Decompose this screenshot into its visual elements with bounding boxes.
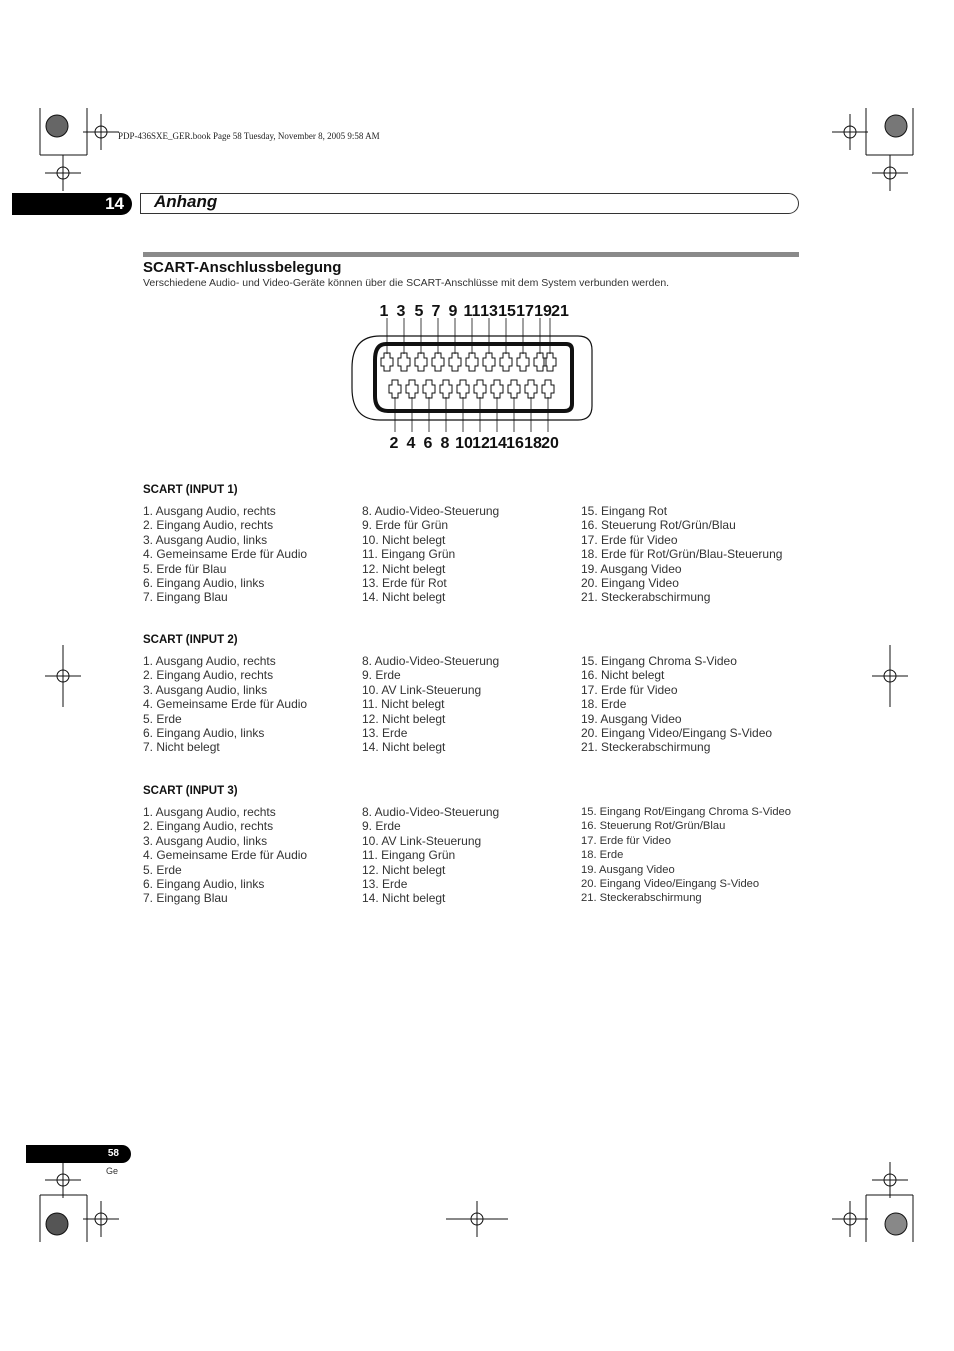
scart-pin	[423, 380, 435, 398]
section-rule	[143, 252, 799, 257]
scart-pin-row: 18. Erde	[581, 849, 624, 862]
pin-label-bottom: 20	[541, 435, 559, 452]
scart-pin	[398, 353, 410, 371]
pin-label-top: 13	[480, 303, 498, 320]
scart-pin-row: 21. Steckerabschirmung	[581, 590, 711, 605]
scart-pin-row: 7. Eingang Blau	[143, 590, 228, 605]
scart-pin-row: 4. Gemeinsame Erde für Audio	[143, 697, 308, 712]
scart-pin	[381, 353, 393, 371]
scart-pin-row: 16. Steuerung Rot/Grün/Blau	[581, 518, 736, 533]
scart-pin-row: 10. Nicht belegt	[362, 532, 446, 547]
scart-pin-row: 10. AV Link-Steuerung	[362, 833, 482, 848]
scart-pin-row: 4. Gemeinsame Erde für Audio	[143, 848, 308, 863]
scart-pin-row: 20. Eingang Video	[581, 575, 679, 590]
pin-label-top: 1	[379, 303, 389, 320]
pin-label-top: 9	[448, 303, 458, 320]
scart-pin-row: 18. Erde	[581, 697, 627, 712]
scart-pin-row: 2. Eingang Audio, rechts	[143, 819, 274, 834]
scart-pin-row: 8. Audio-Video-Steuerung	[362, 654, 500, 668]
scart-pin-row: 21. Steckerabschirmung	[581, 892, 702, 905]
scart-pin	[542, 380, 554, 398]
section-intro: Verschiedene Audio- und Video-Geräte können über die SCART-Anschlüsse mit dem System verbunden werden.	[143, 277, 670, 289]
scart-pin-column	[581, 504, 782, 605]
scart-pin-row: 1. Ausgang Audio, rechts	[143, 504, 276, 518]
scart-table-title: SCART (INPUT 1)	[143, 484, 238, 496]
scart-pin	[389, 380, 401, 398]
scart-pin	[474, 380, 486, 398]
scart-pin-row: 11. Nicht belegt	[362, 697, 445, 712]
scart-pin-row: 5. Erde für Blau	[143, 561, 227, 576]
pin-label-top: 21	[551, 303, 569, 320]
pin-label-bottom: 12	[472, 435, 490, 452]
scart-table-title: SCART (INPUT 2)	[143, 634, 238, 646]
scart-pin-row: 20. Eingang Video/Eingang S-Video	[581, 877, 760, 890]
pin-label-bottom: 4	[406, 435, 416, 452]
scart-pin	[449, 353, 461, 371]
scart-pin-row: 19. Ausgang Video	[581, 561, 682, 576]
scart-pin-row: 1. Ausgang Audio, rechts	[143, 654, 276, 668]
scart-pin-row: 8. Audio-Video-Steuerung	[362, 504, 500, 518]
scart-pin-row: 10. AV Link-Steuerung	[362, 682, 482, 697]
scart-pin-row: 2. Eingang Audio, rechts	[143, 668, 274, 683]
scart-pin-row: 16. Nicht belegt	[581, 668, 665, 683]
pin-label-top: 19	[534, 303, 552, 320]
scart-pin-column	[581, 654, 772, 755]
scart-pin-row: 14. Nicht belegt	[362, 740, 446, 755]
scart-pin	[457, 380, 469, 398]
scart-pin	[491, 380, 503, 398]
scart-pin-row: 21. Steckerabschirmung	[581, 740, 711, 755]
scart-pin-row: 7. Nicht belegt	[143, 740, 220, 755]
language-code: Ge	[106, 1166, 119, 1176]
scart-pin-row: 20. Eingang Video/Eingang S-Video	[581, 725, 773, 740]
pin-label-bottom: 14	[489, 435, 507, 452]
chapter-number: 14	[12, 193, 132, 215]
pin-label-top: 17	[516, 303, 534, 320]
pin-label-top: 15	[498, 303, 516, 320]
scart-pin-row: 13. Erde für Rot	[362, 575, 447, 590]
scart-pin-column	[581, 805, 791, 906]
chapter-title: Anhang	[154, 192, 218, 211]
scart-pin	[483, 353, 495, 371]
scart-pin	[500, 353, 512, 371]
pin-label-bottom: 10	[455, 435, 473, 452]
scart-pin-row: 2. Eingang Audio, rechts	[143, 518, 274, 533]
scart-pin-row: 6. Eingang Audio, links	[143, 725, 265, 740]
scart-pin-column	[362, 504, 499, 605]
scart-pin-row: 19. Ausgang Video	[581, 711, 682, 726]
pin-label-bottom: 8	[440, 435, 450, 452]
scart-pin-row: 7. Eingang Blau	[143, 891, 228, 906]
scart-pin-row: 3. Ausgang Audio, links	[143, 833, 268, 848]
scart-pin-row: 12. Nicht belegt	[362, 561, 446, 576]
scart-pin-row: 11. Eingang Grün	[362, 848, 456, 863]
scart-pin	[508, 380, 520, 398]
scart-pin	[466, 353, 478, 371]
pin-label-top: 5	[414, 303, 424, 320]
scart-pin-row: 9. Erde	[362, 819, 401, 834]
scart-pin-row: 13. Erde	[362, 876, 408, 891]
scart-pin-column	[143, 654, 307, 755]
scart-pin-column	[362, 805, 499, 906]
scart-pin-row: 8. Audio-Video-Steuerung	[362, 805, 500, 819]
scart-pin-column	[143, 805, 307, 906]
scart-pin-row: 1. Ausgang Audio, rechts	[143, 805, 276, 819]
scart-pin-row: 15. Eingang Rot	[581, 504, 668, 518]
file-info: PDP-436SXE_GER.book Page 58 Tuesday, November 8, 2005 9:58 AM	[118, 131, 380, 141]
scart-pin	[415, 353, 427, 371]
scart-pin-row: 13. Erde	[362, 725, 408, 740]
page-number: 58	[26, 1145, 131, 1163]
scart-pin-row: 5. Erde	[143, 711, 182, 726]
scart-pin-row: 19. Ausgang Video	[581, 863, 675, 876]
scart-pin	[517, 353, 529, 371]
scart-pin-row: 18. Erde für Rot/Grün/Blau-Steuerung	[581, 547, 783, 562]
scart-pin-row: 11. Eingang Grün	[362, 547, 456, 562]
scart-pin-column	[362, 654, 499, 755]
scart-pin-row: 4. Gemeinsame Erde für Audio	[143, 547, 308, 562]
scart-pin-row: 12. Nicht belegt	[362, 862, 446, 877]
pin-label-bottom: 18	[524, 435, 542, 452]
scart-pin-row: 3. Ausgang Audio, links	[143, 532, 268, 547]
scart-pin-row: 15. Eingang Rot/Eingang Chroma S-Video	[581, 806, 792, 818]
scart-pin	[440, 380, 452, 398]
scart-pin-row: 5. Erde	[143, 862, 182, 877]
scart-pin	[406, 380, 418, 398]
scart-pin-row: 9. Erde für Grün	[362, 518, 449, 533]
scart-pin-row: 9. Erde	[362, 668, 401, 683]
scart-pin-column	[143, 504, 307, 605]
pin-label-top: 7	[431, 303, 441, 320]
scart-pin-row: 15. Eingang Chroma S-Video	[581, 654, 737, 668]
section-title: SCART-Anschlussbelegung	[143, 259, 342, 276]
pin-label-bottom: 2	[389, 435, 399, 452]
scart-pin-row: 3. Ausgang Audio, links	[143, 682, 268, 697]
scart-pin-row: 14. Nicht belegt	[362, 891, 446, 906]
scart-pin-row: 14. Nicht belegt	[362, 590, 446, 605]
chapter-bar	[140, 193, 799, 214]
pin-label-bottom: 16	[506, 435, 524, 452]
pin-label-top: 11	[463, 303, 481, 320]
scart-pin-row: 17. Erde für Video	[581, 682, 678, 697]
scart-pin	[525, 380, 537, 398]
scart-pin-row: 17. Erde für Video	[581, 834, 671, 847]
scart-pin-row: 12. Nicht belegt	[362, 711, 446, 726]
scart-table-title: SCART (INPUT 3)	[143, 785, 238, 797]
pin-label-bottom: 6	[423, 435, 433, 452]
scart-pin	[432, 353, 444, 371]
scart-pin-row: 6. Eingang Audio, links	[143, 876, 265, 891]
scart-pin-row: 6. Eingang Audio, links	[143, 575, 265, 590]
scart-pin-row: 17. Erde für Video	[581, 532, 678, 547]
scart-pin-row: 16. Steuerung Rot/Grün/Blau	[581, 820, 726, 833]
scart-connector-diagram	[340, 296, 600, 456]
pin-label-top: 3	[396, 303, 406, 320]
